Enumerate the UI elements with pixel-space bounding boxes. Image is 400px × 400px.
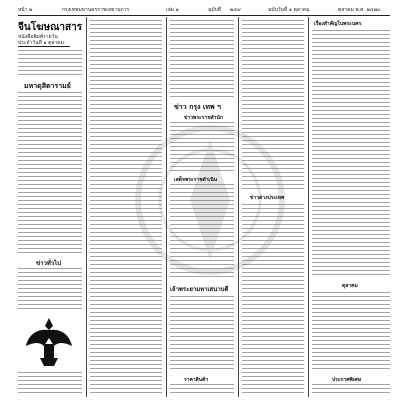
page-header <box>18 4 390 14</box>
middle-heading: เสด็จพระราชดำเนิน <box>174 177 218 183</box>
text-block <box>90 20 162 394</box>
text-block <box>170 184 234 280</box>
footer-heading: ราคาสินค้า <box>184 377 209 383</box>
subtitle-line-2: ประจำวันที่ ๑ ตุลาคม <box>18 40 64 46</box>
text-block <box>170 296 234 372</box>
text-block <box>242 204 304 394</box>
bottom-heading: ประกาศพิเศษ <box>332 377 362 383</box>
column-1 <box>18 18 82 396</box>
column-5 <box>312 18 390 396</box>
masthead-left: กรุงเทพมหานครราชเลขานุการ <box>62 7 130 13</box>
bottom-heading: ข่าวทั่วไป <box>36 260 61 267</box>
issue-number: ๒๔๙ <box>230 7 241 13</box>
headline: ข่าว กรุง เทพ ฯ <box>174 102 221 111</box>
section-heading: มหาดุสิตารามย์ <box>24 81 71 90</box>
text-block <box>18 372 82 394</box>
mid-heading: ข่าวต่างประเทศ <box>250 195 285 201</box>
box-heading: เจ้าพระยามหาเสนาบดี <box>170 286 229 293</box>
text-block <box>312 30 390 278</box>
header-rule <box>18 15 390 16</box>
text-block <box>170 20 234 98</box>
column-3 <box>170 18 234 396</box>
subtitle-line-1: หนังสือพิมพ์รายวัน <box>18 34 58 40</box>
masthead-box <box>18 18 82 47</box>
text-block <box>312 384 390 394</box>
garuda-emblem-icon <box>26 316 72 368</box>
text-block <box>242 20 304 190</box>
text-block <box>18 268 82 312</box>
page-number: หน้า ๒ <box>18 7 33 13</box>
text-block <box>18 50 82 78</box>
mid-heading: ตุลาคม <box>342 283 358 289</box>
date-left: ฉบับวันที่ ๑ ตุลาคม <box>268 7 310 13</box>
text-block <box>18 92 82 256</box>
newspaper-title: จีนโฆษณาสาร <box>18 22 82 33</box>
top-heading: เรื่องสำคัญในพระนคร <box>314 21 362 27</box>
column-2 <box>90 18 162 396</box>
volume-label: เล่ม ๑ <box>166 7 179 13</box>
text-block <box>170 384 234 394</box>
issue-label: ฉบับที่ <box>208 7 222 13</box>
column-divider <box>86 17 87 397</box>
subheading: ข่าวพระราชสำนัก <box>184 115 223 121</box>
column-4 <box>242 18 304 396</box>
column-divider <box>308 17 309 397</box>
text-block <box>312 292 390 372</box>
text-block <box>170 122 234 172</box>
date-right: ตุลาคม พ.ศ. ๒๔๗๐ <box>338 7 381 13</box>
